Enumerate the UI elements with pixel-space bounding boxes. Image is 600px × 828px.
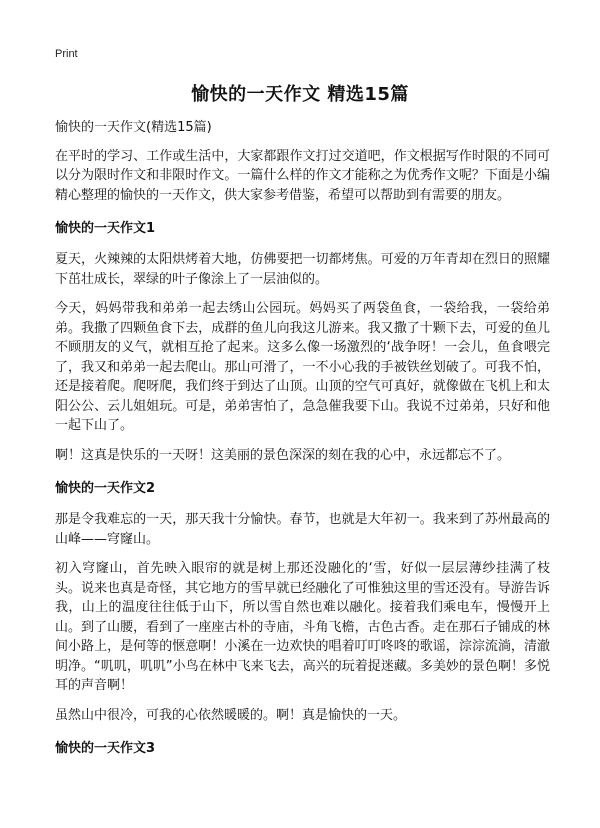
intro-paragraph: 在平时的学习、工作或生活中，大家都跟作文打过交道吧，作文根据写作时限的不同可以分为限时作文和非限时作文。一篇什么样的作文才能称之为优秀作文呢？下面是小编精心整理的愉快的一天作文，供大家参考借鉴，希望可以帮助到有需要的朋友。 (55, 148, 550, 203)
article-subtitle: 愉快的一天作文(精选15篇) (55, 120, 212, 135)
section-2-paragraph-2: 初入穹窿山，首先映入眼帘的就是树上那还没融化的‘雪，好似一层层薄纱挂满了枝头。说来也真是奇怪，其它地方的雪早就已经融化了可惟独这里的雪还没有。导游告诉我，山上的温度往往低于山下，所以雪自然也难以融化。接着我们乘电车，慢慢开上山。到了山腰，看到了一座座古朴的寺庙，斗角飞檐，古色古香。走在那石子铺成的林间小路上，是何等的惬意啊！小溪在一边欢快的唱着叮叮咚咚的歌谣，淙淙流淌，清澈明净。“叽叽，叽叽”小鸟在林中飞来飞去，高兴的玩着捉迷藏。多美妙的景色啊！多悦耳的声音啊！ (55, 561, 550, 693)
section-1-paragraph-1: 夏天，火辣辣的太阳烘烤着大地，仿佛要把一切都烤焦。可爱的万年青却在烈日的照耀下茁壮成长，翠绿的叶子像涂上了一层油似的。 (55, 252, 550, 287)
section-heading-2: 愉快的一天作文2 (55, 481, 156, 496)
article-body (55, 118, 550, 770)
section-1-paragraph-3: 啊！这真是快乐的一天呀！这美丽的景色深深的刻在我的心中，永远都忘不了。 (55, 447, 511, 463)
section-1-paragraph-2: 今天，妈妈带我和弟弟一起去绣山公园玩。妈妈买了两袋鱼食，一袋给我，一袋给弟弟。我撒了四颗鱼食下去，成群的鱼儿向我这儿游来。我又撒了十颗下去，可爱的鱼儿不顾朋友的义气，就相互抢了起来。这多么像一场激烈的‘战争呀！一会儿，鱼食喂完了，我又和弟弟一起去爬山。那山可滑了，一不小心我的手被铁丝划破了。可我不怕，还是接着爬。爬呀爬，我们终于到达了山顶。山顶的空气可真好，就像做在飞机上和太阳公公、云儿姐姐玩。可是，弟弟害怕了，急急催我要下山。我说不过弟弟，只好和他一起下山了。 (55, 301, 550, 433)
print-link[interactable]: Print (55, 48, 78, 60)
section-2-paragraph-3: 虽然山中很冷，可我的心依然暖暖的。啊！真是愉快的一天。 (55, 707, 407, 723)
section-2-paragraph-1: 那是令我难忘的一天，那天我十分愉快。春节，也就是大年初一。我来到了苏州最高的山峰——穹窿山。 (55, 512, 550, 547)
section-heading-3: 愉快的一天作文3 (55, 741, 156, 756)
page-title: 愉快的一天作文 精选15篇 (191, 84, 409, 105)
section-heading-1: 愉快的一天作文1 (55, 221, 156, 236)
